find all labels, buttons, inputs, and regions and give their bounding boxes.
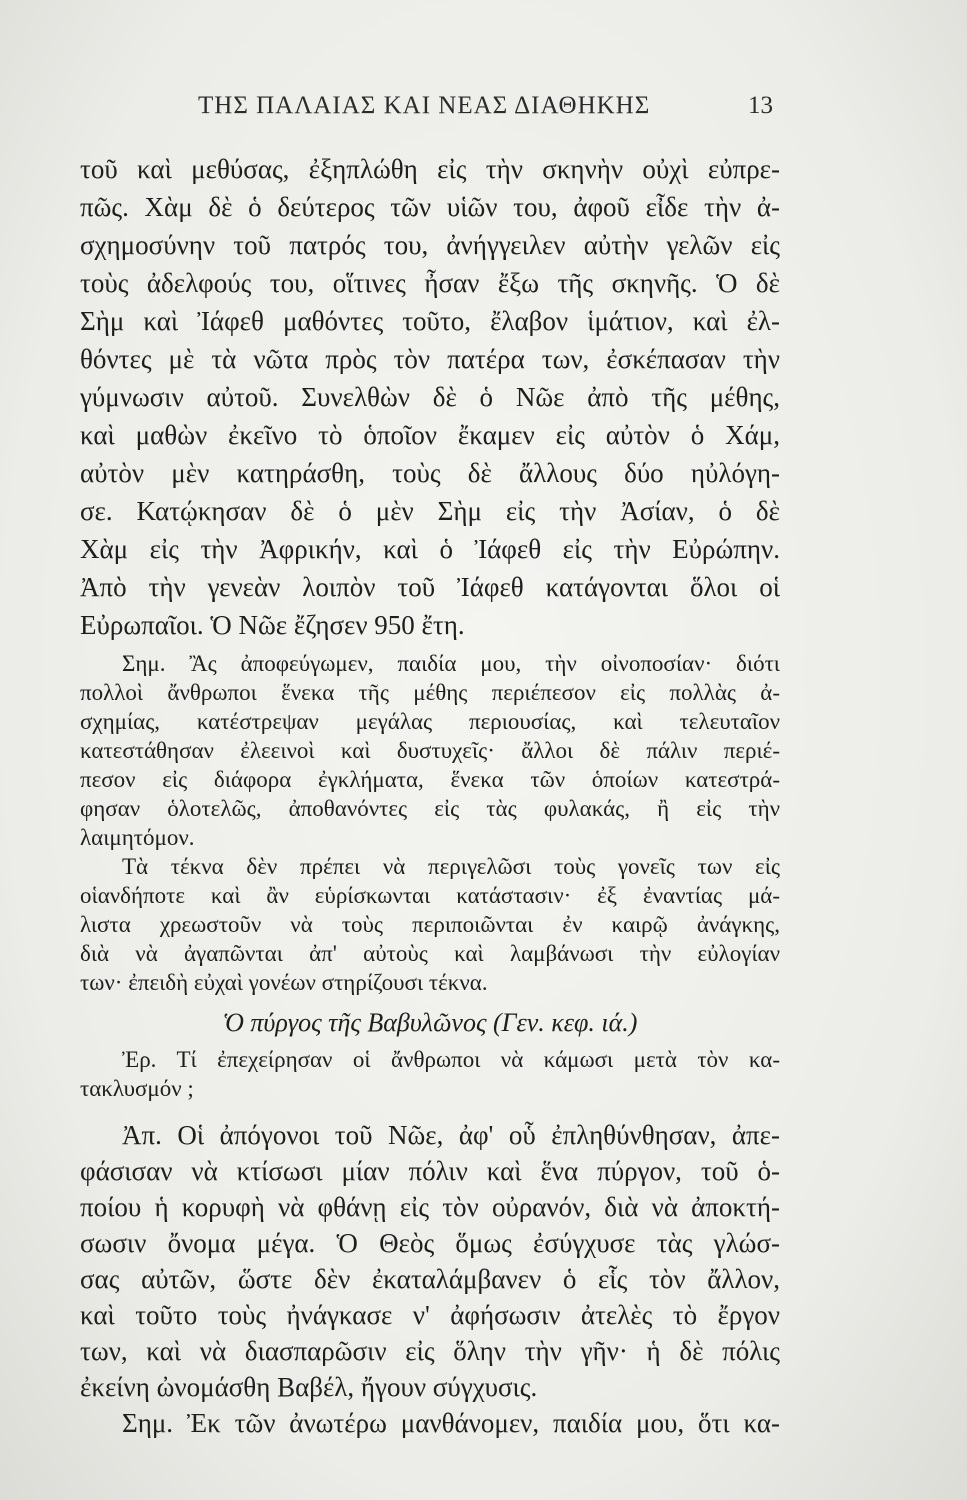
note-drunkenness [80, 649, 780, 997]
answer-line: σωσιν ὄνομα μέγα. Ὁ Θεὸς ὅμως ἐσύγχυσε τὰς γλώσ- [80, 1228, 780, 1258]
answer-line: ἐκείνη ὠνομάσθη Βαβέλ, ἤγουν σύγχυσις. [80, 1372, 538, 1402]
note-line: κατεστάθησαν ἐλεεινοὶ καὶ δυστυχεῖς· ἄλλοι δὲ πάλιν περιέ- [80, 738, 780, 763]
answer-line: φάσισαν νὰ κτίσωσι μίαν πόλιν καὶ ἕνα πύργον, τοῦ ὁ- [80, 1156, 780, 1186]
page-number: 13 [748, 92, 773, 119]
note-line: των· ἐπειδὴ εὐχαὶ γονέων στηρίζουσι τέκνα. [80, 970, 488, 995]
answer-line: των, καὶ νὰ διασπαρῶσιν εἰς ὅλην τὴν γῆν· ἡ δὲ πόλις [80, 1336, 780, 1366]
text-line: Ἀπὸ τὴν γενεὰν λοιπὸν τοῦ Ἰάφεθ κατάγονται ὅλοι οἱ [80, 572, 780, 602]
text-line: αὐτὸν μὲν κατηράσθη, τοὺς δὲ ἄλλους δύο ηὐλόγη- [80, 458, 780, 488]
question-line: τακλυσμόν ; [80, 1076, 194, 1101]
text-line: θόντες μὲ τὰ νῶτα πρὸς τὸν πατέρα των, ἐσκέπασαν τὴν [80, 344, 780, 374]
note-line: λαιμητόμον. [80, 825, 195, 850]
text-line: σχημοσύνην τοῦ πατρός του, ἀνήγγειλεν αὐτὴν γελῶν εἰς [80, 230, 780, 260]
answer-line: σας αὐτῶν, ὥστε δὲν ἐκαταλάμβανεν ὁ εἷς τὸν ἄλλον, [80, 1264, 780, 1294]
page-header [0, 92, 967, 132]
text-line: Σὴμ καὶ Ἰάφεθ μαθόντες τοῦτο, ἔλαβον ἱμάτιον, καὶ ἐλ- [80, 306, 780, 336]
note-line: Σημ. Ἂς ἀποφεύγωμεν, παιδία μου, τὴν οἰνοποσίαν· διότι [122, 651, 780, 676]
note-line: Σημ. Ἐκ τῶν ἀνωτέρω μανθάνομεν, παιδία μου, ὅτι κα- [122, 1408, 780, 1438]
text-line: τοῦ καὶ μεθύσας, ἐξηπλώθη εἰς τὴν σκηνὴν οὐχὶ εὐπρε- [80, 154, 780, 184]
note-line: Τὰ τέκνα δὲν πρέπει νὰ περιγελῶσι τοὺς γονεῖς των εἰς [122, 854, 780, 879]
text-line: γύμνωσιν αὐτοῦ. Συνελθὼν δὲ ὁ Νῶε ἀπὸ τῆς μέθης, [80, 382, 780, 412]
page-body [80, 150, 780, 1441]
section-title: Ὁ πύργος τῆς Βαβυλῶνος (Γεν. κεφ. ιά.) [222, 1008, 638, 1037]
note-line: πολλοὶ ἄνθρωποι ἕνεκα τῆς μέθης περιέπεσον εἰς πολλὰς ἀ- [80, 680, 780, 705]
text-line: Χὰμ εἰς τὴν Ἀφρικήν, καὶ ὁ Ἰάφεθ εἰς τὴν Εὐρώπην. [80, 534, 780, 564]
answer-line: Ἀπ. Οἱ ἀπόγονοι τοῦ Νῶε, ἀφ' οὗ ἐπληθύνθησαν, ἀπε- [122, 1120, 780, 1150]
text-line: Εὐρωπαῖοι. Ὁ Νῶε ἔζησεν 950 ἔτη. [80, 610, 465, 640]
answer-line: καὶ τοῦτο τοὺς ἠνάγκασε ν' ἀφήσωσιν ἀτελὲς τὸ ἔργον [80, 1300, 780, 1330]
running-title: ΤΗΣ ΠΑΛΑΙΑΣ ΚΑΙ ΝΕΑΣ ΔΙΑΘΗΚΗΣ [198, 92, 651, 119]
note-line: πεσον εἰς διάφορα ἐγκλήματα, ἕνεκα τῶν ὁποίων κατεστρά- [80, 767, 780, 792]
note-line: οἱανδήποτε καὶ ἂν εὑρίσκωνται κατάστασιν· ἐξ ἐναντίας μά- [80, 883, 780, 908]
text-line: πῶς. Χὰμ δὲ ὁ δεύτερος τῶν υἱῶν του, ἀφοῦ εἶδε τὴν ἀ- [80, 192, 780, 222]
note-line: φησαν ὁλοτελῶς, ἀποθανόντες εἰς τὰς φυλακάς, ἢ εἰς τὴν [80, 796, 780, 821]
question-line: Ἐρ. Τί ἐπεχείρησαν οἱ ἄνθρωποι νὰ κάμωσι μετὰ τὸν κα- [122, 1047, 780, 1072]
answer-block [80, 1117, 780, 1441]
note-line: σχημίας, κατέστρεψαν μεγάλας περιουσίας, καὶ τελευταῖον [80, 709, 780, 734]
text-line: σε. Κατῴκησαν δὲ ὁ μὲν Σὴμ εἰς τὴν Ἀσίαν, ὁ δὲ [80, 496, 780, 526]
question-block [80, 1045, 780, 1103]
paragraph-noah [80, 150, 780, 644]
answer-line: ποίου ἡ κορυφὴ νὰ φθάνῃ εἰς τὸν οὐρανόν, διὰ νὰ ἀποκτή- [80, 1192, 780, 1222]
note-line: λιστα χρεωστοῦν νὰ τοὺς περιποιῶνται ἐν καιρῷ ἀνάγκης, [80, 912, 780, 937]
text-line: καὶ μαθὼν ἐκεῖνο τὸ ὁποῖον ἔκαμεν εἰς αὐτὸν ὁ Χάμ, [80, 420, 780, 450]
note-line: διὰ νὰ ἀγαπῶνται ἀπ' αὐτοὺς καὶ λαμβάνωσι τὴν εὐλογίαν [80, 941, 780, 966]
text-line: τοὺς ἀδελφούς του, οἵτινες ἦσαν ἔξω τῆς σκηνῆς. Ὁ δὲ [80, 268, 780, 298]
